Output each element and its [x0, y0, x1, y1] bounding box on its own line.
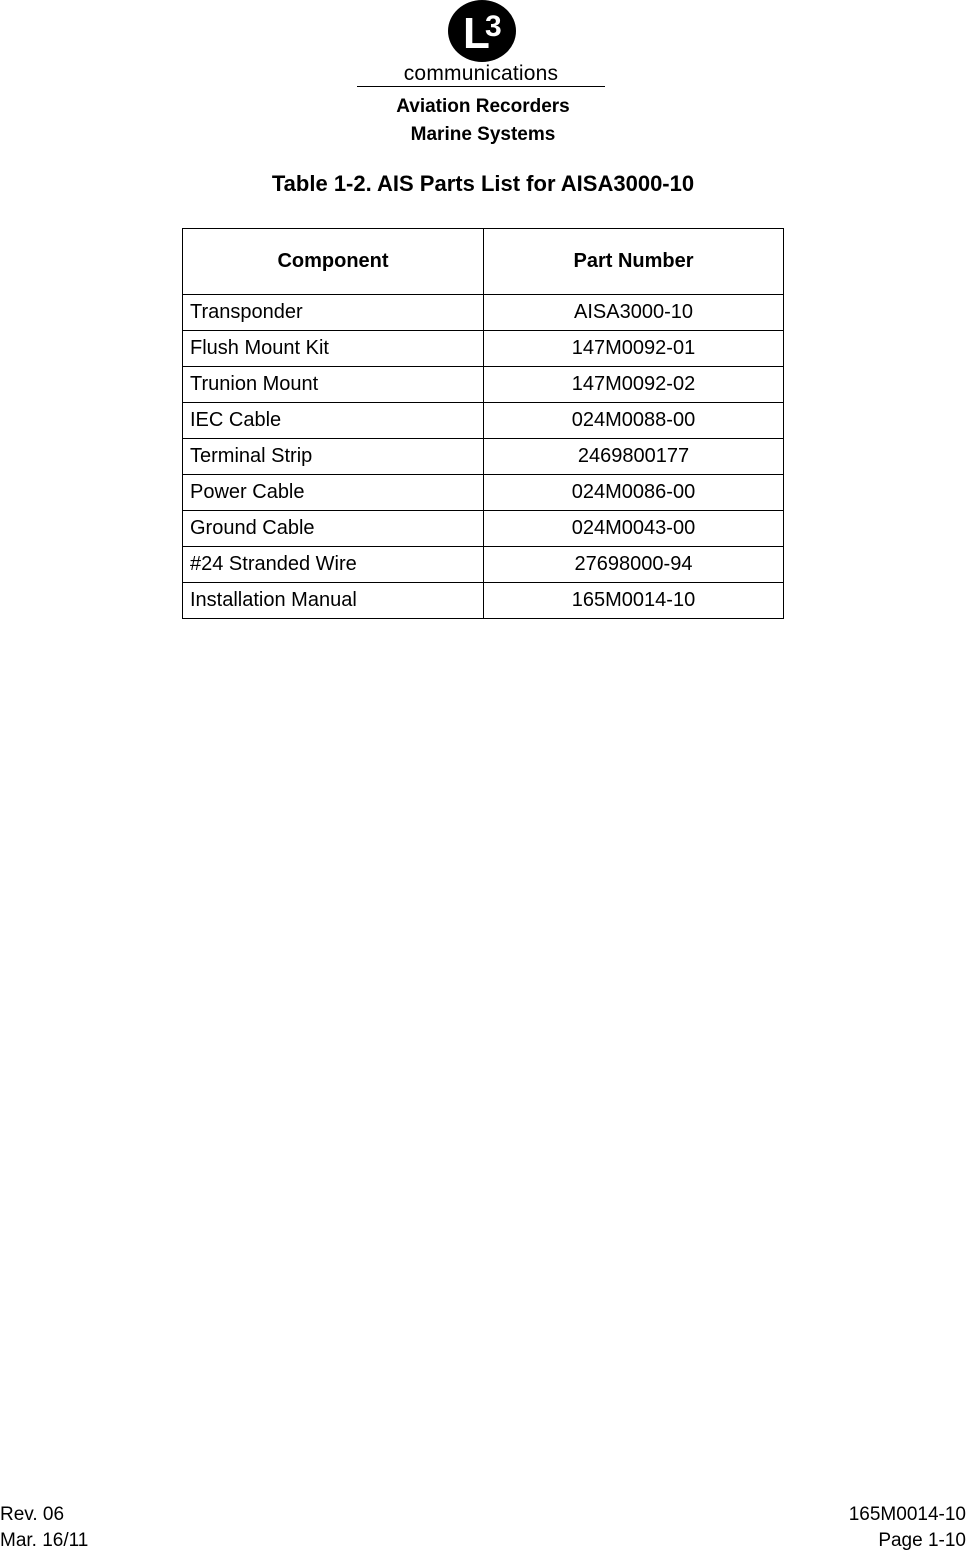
- table-title: Table 1-2. AIS Parts List for AISA3000-10: [271, 171, 695, 196]
- part-number-cell: 165M0014-10: [484, 583, 784, 619]
- part-number-cell: AISA3000-10: [484, 295, 784, 331]
- column-header-component: Component: [183, 229, 484, 295]
- component-cell: Terminal Strip: [183, 439, 484, 475]
- component-cell: Installation Manual: [183, 583, 484, 619]
- table-row: [183, 403, 784, 439]
- page-number: Page 1-10: [878, 1530, 966, 1551]
- logo-wordmark: communications: [403, 62, 559, 85]
- part-number-cell: 024M0086-00: [484, 475, 784, 511]
- table-row: [183, 511, 784, 547]
- footer-page-block: [849, 1502, 966, 1554]
- revision-date: Mar. 16/11: [0, 1530, 89, 1551]
- component-cell: #24 Stranded Wire: [183, 547, 484, 583]
- column-header-part-number: Part Number: [484, 229, 784, 295]
- parts-list-table: [182, 228, 784, 619]
- part-number-cell: 147M0092-02: [484, 367, 784, 403]
- table-row: [183, 295, 784, 331]
- svg-text:L: L: [463, 9, 490, 58]
- l3-logo-icon: [440, 0, 520, 64]
- part-number-cell: 2469800177: [484, 439, 784, 475]
- document-number: 165M0014-10: [848, 1504, 966, 1525]
- table-row: [183, 583, 784, 619]
- part-number-cell: 024M0043-00: [484, 511, 784, 547]
- part-number-cell: 024M0088-00: [484, 403, 784, 439]
- part-number-cell: 27698000-94: [484, 547, 784, 583]
- division-name-marine: Marine Systems: [410, 124, 556, 145]
- component-cell: Flush Mount Kit: [183, 331, 484, 367]
- table-row: [183, 547, 784, 583]
- table-row: [183, 439, 784, 475]
- company-logo: [0, 0, 966, 90]
- component-cell: IEC Cable: [183, 403, 484, 439]
- footer-revision-block: [0, 1502, 88, 1554]
- table-row: [183, 331, 784, 367]
- division-name-aviation: Aviation Recorders: [396, 96, 570, 117]
- part-number-cell: 147M0092-01: [484, 331, 784, 367]
- revision-label: Rev. 06: [0, 1504, 65, 1525]
- component-cell: Ground Cable: [183, 511, 484, 547]
- component-cell: Transponder: [183, 295, 484, 331]
- table-row: [183, 367, 784, 403]
- logo-divider: [357, 86, 605, 87]
- component-cell: Trunion Mount: [183, 367, 484, 403]
- svg-text:3: 3: [485, 10, 502, 43]
- table-header-row: [183, 229, 784, 295]
- component-cell: Power Cable: [183, 475, 484, 511]
- table-row: [183, 475, 784, 511]
